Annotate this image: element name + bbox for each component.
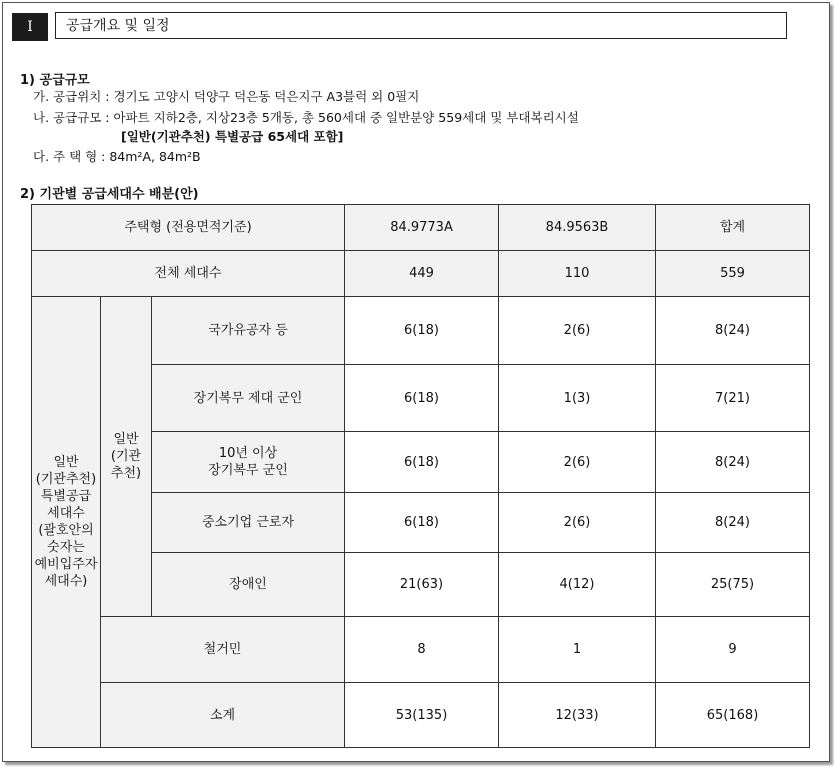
header-col-total: 합계 (656, 205, 810, 251)
row-value-total: 8(24) (656, 432, 810, 493)
row-label: 중소기업 근로자 (152, 493, 345, 553)
row-value-total: 7(21) (656, 365, 810, 432)
total-row-b: 110 (499, 251, 656, 297)
subtotal-label: 소계 (101, 683, 345, 748)
supply-scale: 나. 공급규모 : 아파트 지하2층, 지상23층 5개동, 총 560세대 중 일반분양 559세대 및 부대복리시설 (33, 110, 579, 125)
header-col-a: 84.9773A (345, 205, 499, 251)
row-label: 장기복무 제대 군인 (152, 365, 345, 432)
evictee-value-total: 9 (656, 617, 810, 683)
row-value-a: 6(18) (345, 493, 499, 553)
row-label: 10년 이상 장기복무 군인 (152, 432, 345, 493)
row-value-b: 2(6) (499, 432, 656, 493)
overview-heading: 1) 공급규모 (20, 73, 90, 88)
row-value-b: 4(12) (499, 553, 656, 617)
header-row (32, 205, 810, 251)
row-label: 국가유공자 등 (152, 297, 345, 365)
supply-scale-note: [일반(기관추천) 특별공급 65세대 포함] (121, 129, 344, 144)
row-value-a: 6(18) (345, 365, 499, 432)
total-row-total: 559 (656, 251, 810, 297)
row-value-total: 8(24) (656, 493, 810, 553)
total-row-a: 449 (345, 251, 499, 297)
total-row (32, 251, 810, 297)
row-value-b: 2(6) (499, 297, 656, 365)
subgroup-label: 일반 (기관 추천) (101, 297, 152, 617)
table-row (32, 297, 810, 365)
housing-type: 다. 주 택 형 : 84m²A, 84m²B (33, 149, 201, 164)
row-value-a: 21(63) (345, 553, 499, 617)
document-frame (2, 2, 830, 762)
evictee-value-a: 8 (345, 617, 499, 683)
row-value-a: 6(18) (345, 432, 499, 493)
row-value-total: 25(75) (656, 553, 810, 617)
header-col-b: 84.9563B (499, 205, 656, 251)
subtotal-value-b: 12(33) (499, 683, 656, 748)
row-value-b: 1(3) (499, 365, 656, 432)
group-label: 일반 (기관추천) 특별공급 세대수 (괄호안의 숫자는 예비입주자 세대수) (32, 297, 101, 748)
section-title: 공급개요 및 일정 (55, 12, 787, 39)
allocation-table (31, 204, 810, 748)
row-value-a: 6(18) (345, 297, 499, 365)
allocation-heading: 2) 기관별 공급세대수 배분(안) (20, 187, 199, 202)
total-row-label: 전체 세대수 (32, 251, 345, 297)
row-label: 장애인 (152, 553, 345, 617)
evictee-label: 철거민 (101, 617, 345, 683)
evictee-row (32, 617, 810, 683)
subtotal-value-total: 65(168) (656, 683, 810, 748)
subtotal-value-a: 53(135) (345, 683, 499, 748)
header-type-label: 주택형 (전용면적기준) (32, 205, 345, 251)
supply-location: 가. 공급위치 : 경기도 고양시 덕양구 덕은동 덕은지구 A3블럭 외 0필지 (33, 89, 420, 104)
subtotal-row (32, 683, 810, 748)
row-value-total: 8(24) (656, 297, 810, 365)
section-number: I (12, 13, 48, 41)
evictee-value-b: 1 (499, 617, 656, 683)
row-value-b: 2(6) (499, 493, 656, 553)
